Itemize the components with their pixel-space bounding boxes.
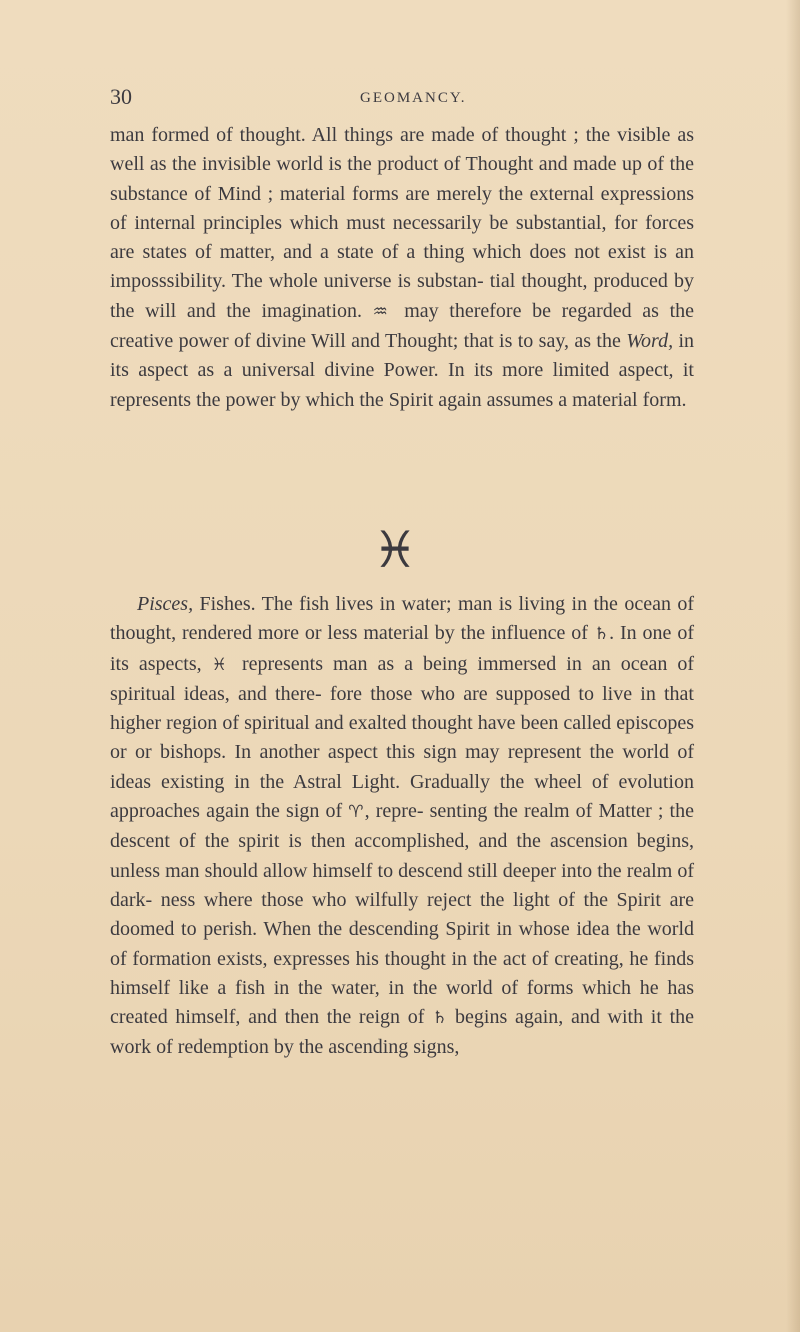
saturn-glyph-icon: ♄ <box>593 624 610 645</box>
pisces-glyph-icon: ♓ <box>211 654 232 675</box>
paragraph-1 <box>110 121 694 415</box>
saturn-glyph-icon-2: ♄ <box>432 1008 448 1029</box>
paragraph-1-end: in its aspect as a universal divine Power. In its more limited aspect, it represents the power by which the Spirit again assumes a material form. <box>110 330 695 411</box>
pisces-sign-heading <box>300 520 490 580</box>
pisces-italic: Pisces, <box>137 593 194 615</box>
word-italic: Word, <box>626 330 674 353</box>
running-head: GEOMANCY. <box>360 90 467 106</box>
paragraph-2-part-3: represents man as a being immersed in an ocean of spiritual ideas, and there- fore those who are supposed to live in that higher region of spiritual and exalted thought have been called episcopes or or bishops. In another aspect this sign may represent the world of ideas existing in the Astral Light. Gradually the wheel of evolution approaches again the sign of <box>110 652 695 823</box>
paragraph-2-part-5: begins again, and with it the work of redemption by the ascending signs, <box>110 1006 695 1059</box>
page-header <box>110 84 710 114</box>
paragraph-2 <box>110 590 694 1063</box>
aquarius-glyph-icon: ♒ <box>372 301 394 322</box>
aries-glyph-icon: ♈ <box>348 802 365 823</box>
paragraph-2-part-1: Fishes. The fish lives in water; man is living in the ocean of thought, rendered more or less material by the influence of <box>110 593 694 645</box>
pisces-sign-icon: ♓ <box>372 521 418 579</box>
paragraph-2-part-4: , repre- senting the realm of Matter ; the descent of the spirit is then accomplished, and the ascension begins, unless man should allow himself to descend still deeper into the realm of dark- ness where those who wilfully reject the light of the Spirit are doomed to perish. When the descending Spirit in whose idea the world of formation exists, expresses his thought in the act of creating, he finds himself like a fish in the water, in the world of forms which he has created himself, and then the reign of <box>110 800 694 1029</box>
paragraph-1-text: man formed of thought. All things are made of thought ; the visible as well as the invisible world is the product of Thought and made up of the substance of Mind ; material forms are merely the external expressions of internal principles which must necessarily be substantial, for forces are states of matter, and a state of a thing which does not exist is an imposssibility. The whole universe is substan- tial thought, produced by the will and the imagination. <box>110 124 694 322</box>
page-number: 30 <box>110 84 132 109</box>
page-edge-shadow <box>786 0 800 1332</box>
paragraph-2-part-2: . In one of its aspects, <box>110 622 694 675</box>
paragraph-1-continued: may therefore be regarded as the creative power of divine Will and Thought; that is to say, as the <box>110 299 694 353</box>
